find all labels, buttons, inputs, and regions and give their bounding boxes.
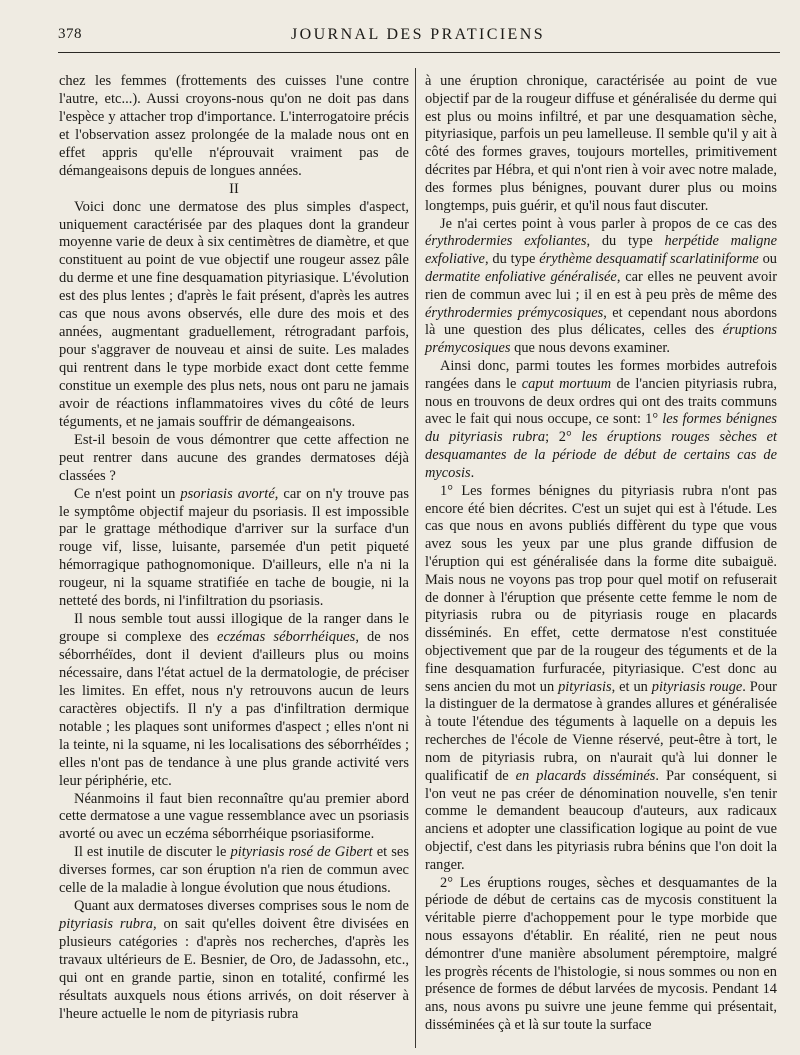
- italic-term: pityriasis rosé de Gibert: [230, 844, 373, 861]
- text-span: Il est inutile de discuter le: [74, 844, 231, 861]
- paragraph: Voici donc une dermatose des plus simples d'aspect, uniquement caractérisée par des plaques dont la grandeur moyenne varie de deux à six centimètres de diamètre, et que constituent au point de vue objectif une rougeur assez pâle du derme et une fine desquamation pityriasique. L'évolution est des plus lentes ; d'après le fait présent, d'après les autres cas que nous avons observés, elle dure des mois et des années, augmentant graduellement, rétrogradant parfois, pour s'aggraver de nouveau et ainsi de suite. Les malades qui rentrent dans le type morbide exact dont cette femme constitue un exemple des plus nets, nous ont paru ne jamais avoir de réactions inflammatoires vives du côté de leurs téguments, et ne jamais souffrir de démangeaisons.: [59, 198, 409, 430]
- paragraph: [425, 483, 777, 875]
- italic-term: érythrodermies exfoliantes: [425, 233, 587, 250]
- italic-term: pityriasis rubra: [59, 916, 153, 933]
- text-span: Ce n'est point un: [74, 485, 181, 502]
- paragraph: [425, 358, 777, 483]
- text-span: , du type: [586, 233, 665, 250]
- page-number: 378: [58, 26, 82, 42]
- text-span: .: [470, 464, 475, 481]
- italic-term: en placards disséminés: [515, 767, 656, 784]
- text-span: . Par conséquent, si l'on veut ne pas créer de dénomination nouvelle, s'en tenir comme le demandent beaucoup d'auteurs, aux radicaux anciens et adopter une classification logique au point de vue objectif, c'est dans les pityriasis rubra bénins que l'on doit la ranger.: [425, 767, 777, 873]
- paragraph: [59, 898, 409, 1024]
- text-span: ; 2°: [545, 429, 582, 446]
- text-span: 1° Les formes bénignes du pityriasis rubra n'ont pas encore été bien décrites. C'est un sujet qui est à l'étude. Les cas que nous en avons publiés diffèrent du type que vous avez sous les yeux par une plus grande diffusion de l'éruption qui est généralisée dans la forme dite subaiguë. Mais nous ne voyons pas trop pour quel motif on refuserait de donner à l'éruption que présente cette femme le nom de pityriasis rubra ou de pityriasis rouge en placards disséminés. En effet, cette dermatose n'est constituée objectivement que par de la rougeur des téguments et de la fine desquamation furfuracée, pityriasique. C'est donc au sens ancien du mot un: [425, 482, 777, 695]
- text-span: , de nos séborrhéïdes, dont il devient d'ailleurs plus ou moins nécessaire, dans l'état actuel de la dermatologie, de préciser les limites. En effet, nous n'y retrouvons aucun de leurs caractères objectifs. Il n'y a pas d'infiltration dermique notable ; les plaques sont uniformes d'aspect ; elles n'ont ni la teinte, ni la squame, ni les localisations des séborrhéïdes ; elles n'ont pas de tendance à une plus grande activité vers leur périphérie, etc.: [59, 629, 409, 789]
- paragraph: 2° Les éruptions rouges, sèches et desquamantes de la période de début de certains cas de mycosis constituent la véritable pierre d'achoppement pour le type morbide que nous essayons d'établir. En réalité, rien ne peut nous démontrer d'une manière absolument péremptoire, malgré les progrès récents de l'histologie, si nous sommes ou non en présence de formes de début larvées de mycosis. Pendant 14 ans, nous avons pu suivre une jeune femme qui présentait, disséminées çà et là sur toute la surface: [425, 874, 777, 1034]
- paragraph: [59, 611, 409, 790]
- running-title: JOURNAL DES PRATICIENS: [290, 26, 545, 43]
- italic-term: eczémas séborrhéiques: [217, 629, 356, 646]
- italic-term: érythrodermies prémycosiques: [425, 304, 604, 321]
- italic-term: psoriasis avorté: [180, 485, 275, 502]
- italic-term: pityriasis rouge: [651, 678, 743, 695]
- paragraph: [59, 486, 409, 612]
- italic-term: caput mortuum: [521, 375, 612, 392]
- paragraph: Néanmoins il faut bien reconnaître qu'au premier abord cette dermatose a une vague ressemblance avec un psoriasis avorté ou avec un eczéma séborrhéique psoriasiforme.: [59, 790, 409, 843]
- text-span: et ses diverses formes, car son éruption n'a rien de commun avec celle de la maladie à longue évolution que nous étudions.: [59, 844, 409, 897]
- right-column: [425, 73, 777, 1035]
- paragraph: [425, 216, 777, 359]
- paragraph: à une éruption chronique, caractérisée au point de vue objectif par de la rougeur diffuse et généralisée du derme qui est plus ou moins infiltré, et par une desquamation sèche, pityriasique, parfois un peu lamelleuse. Il semble qu'il y ait à côté des formes graves, toujours mortelles, primitivement décrites par Hébra, et qui n'ont rien à voir avec notre malade, des formes plus bénignes, pouvant durer plus ou moins longtemps, puis guérir, et qu'il nous faut discuter.: [425, 73, 777, 214]
- text-span: , on sait qu'elles doivent être divisées en plusieurs catégories : d'après nos recherches, d'après les travaux ultérieurs de E. Besnier, de Oro, de Jadassohn, etc., qui ont en grande partie, sinon en totalité, confirmé les résultats auxquels nous étions arrivés, on doit réserver à l'heure actuelle le nom de pityriasis rubra: [59, 916, 410, 1022]
- text-span: Il nous semble tout aussi illogique de la ranger dans le groupe si complexe des: [59, 611, 409, 646]
- text-span: que nous devons examiner.: [510, 340, 670, 357]
- text-span: , et cependant nous abordons là une question des plus délicates, celles des: [425, 304, 777, 339]
- paragraph: [59, 844, 409, 898]
- text-span: Quant aux dermatoses diverses comprises sous le nom de: [74, 898, 409, 915]
- paragraph: Est-il besoin de vous démontrer que cette affection ne peut rentrer dans aucune des grandes dermatoses déjà classées ?: [59, 431, 409, 484]
- text-span: , car on n'y trouve pas le symptôme objectif majeur du psoriasis. Il est impossible par le grattage méthodique d'arriver sur la surface d'un rouge vif, lisse, luisante, parsemée d'un petit piqueté hémorragique pathognomonique. D'ailleurs, elle n'a ni la rougeur, ni la squame stratifiée en tache de bougie, ni la netteté des bords, ni l'infiltration du psoriasis.: [59, 485, 410, 610]
- text-span: de l'ancien pityriasis rubra, nous en trouvons de deux ordres qui ont des traits communs avec le fait qui nous occupe, ce sont: 1°: [425, 375, 777, 428]
- italic-term: les éruptions rouges sèches et desquamantes de la période de début de certains cas de mycosis: [425, 429, 777, 481]
- italic-term: érythème desquamatif scarlatiniforme: [539, 251, 759, 268]
- text-span: Je n'ai certes point à vous parler à propos de ce cas des: [440, 215, 777, 232]
- column-divider: [415, 68, 416, 1048]
- text-span: , car elles ne peuvent avoir rien de commun avec lui ; il en est à peu près de même des: [425, 268, 778, 303]
- section-marker: II: [229, 180, 239, 197]
- italic-term: herpétide maligne exfoliative: [425, 233, 777, 268]
- left-column: [59, 73, 409, 1024]
- italic-term: éruptions prémycosiques: [425, 322, 777, 357]
- paragraph: chez les femmes (frottements des cuisses l'une contre l'autre, etc...). Aussi croyons-nous qu'on ne doit pas dans l'espèce y attacher trop d'importance. L'interrogatoire précis et l'observation assez prolongée de la malade nous ont en effet appris qu'elle n'éprouvait vraiment pas de démangeaisons depuis de longues années.: [59, 73, 409, 179]
- page-header: [58, 26, 778, 48]
- text-span: , et un: [611, 678, 652, 695]
- text-span: ou: [758, 251, 777, 268]
- italic-term: les formes bénignes du pityriasis rubra: [425, 411, 777, 446]
- italic-term: dermatite enfoliative généralisée: [425, 268, 617, 285]
- text-span: Ainsi donc, parmi toutes les formes morbides autrefois rangées dans le: [425, 358, 777, 392]
- text-span: , du type: [484, 251, 540, 268]
- header-rule: [58, 52, 780, 53]
- italic-term: pityriasis: [558, 678, 612, 695]
- text-span: . Pour la distinguer de la dermatose à grandes allures et généralisée à toute l'étendue des téguments à laquelle on a depuis les recherches de l'école de Vienne réservé, peut-être à tort, le nom de pityriasis rubra, on n'aurait qu'à lui donner le qualificatif de: [425, 678, 777, 784]
